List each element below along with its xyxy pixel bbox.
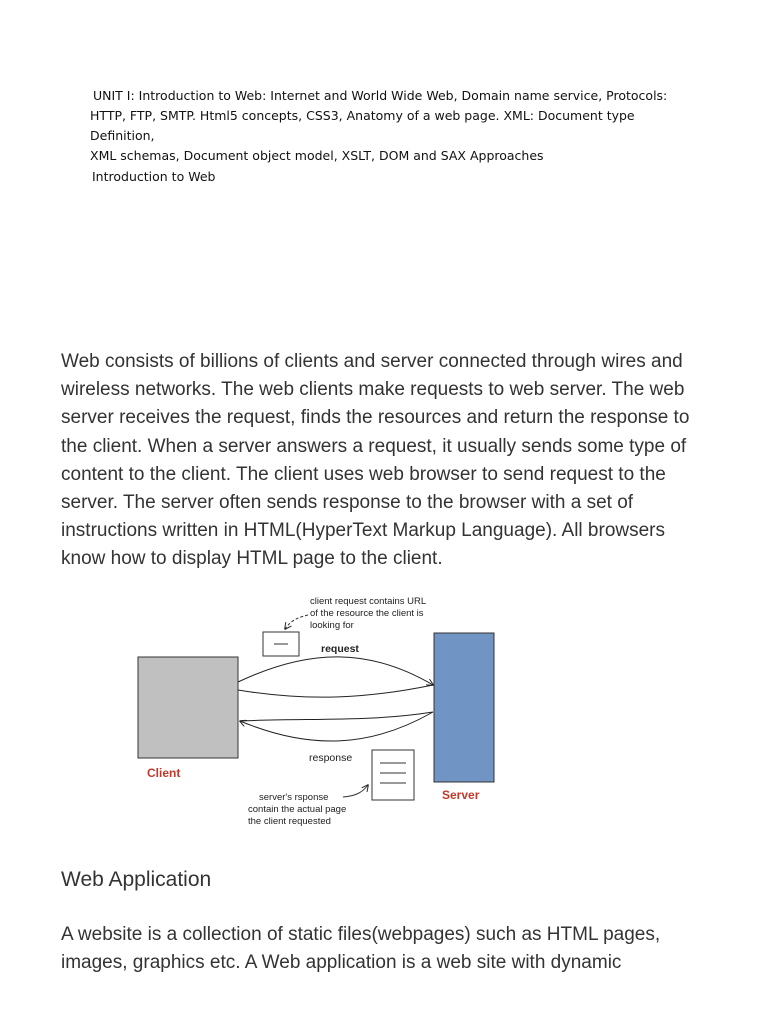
request-note-leader <box>285 615 308 629</box>
response-arrow-upper <box>240 712 433 721</box>
response-note <box>248 792 349 827</box>
response-note-line-3: the client requested <box>248 816 331 827</box>
server-box <box>434 633 494 782</box>
request-note <box>310 596 428 631</box>
response-note-line-1: server's rsponse <box>259 792 329 803</box>
request-note-line-1: client request contains URL <box>310 596 426 607</box>
request-arrow-lower <box>238 685 433 697</box>
server-label: Server <box>442 788 480 802</box>
response-note-leader <box>343 785 368 797</box>
client-server-diagram <box>130 590 510 835</box>
request-note-line-2: of the resource the client is <box>310 608 424 619</box>
unit-line-3: XML schemas, Document object model, XSLT, DOM and SAX Approaches <box>90 148 544 163</box>
body-paragraph: Web consists of billions of clients and server connected through wires and wireless networks. The web clients make requests to web server. The web server receives the request, finds the resources and return the response to the client. When a server answers a request, it usually sends some type of content to the client. The client uses web browser to send request to the server. The server often sends response to the browser with a set of instructions written in HTML(HyperText Markup Language). All browsers know how to display HTML page to the client. <box>61 351 690 570</box>
response-document-icon <box>372 750 414 800</box>
unit-syllabus <box>90 86 670 166</box>
response-note-line-2: contain the actual page <box>248 804 347 815</box>
intro-heading: Introduction to Web <box>92 169 216 184</box>
response-label: response <box>309 752 353 764</box>
request-arrow <box>238 657 433 685</box>
unit-line-2: HTTP, FTP, SMTP. Html5 concepts, CSS3, Anatomy of a web page. XML: Document type Definition, <box>90 108 635 143</box>
request-document-icon <box>263 632 299 656</box>
client-label: Client <box>147 766 181 780</box>
request-label: request <box>321 643 359 655</box>
response-arrow <box>240 712 433 741</box>
request-note-line-3: looking for <box>310 620 354 631</box>
web-application-paragraph: A website is a collection of static files(webpages) such as HTML pages, images, graphics etc. A Web application is a web site with dynamic <box>61 924 661 974</box>
unit-line-1: UNIT I: Introduction to Web: Internet and World Wide Web, Domain name service, Protocols: <box>93 88 668 103</box>
section-heading-web-application: Web Application <box>61 868 212 891</box>
client-box <box>138 657 238 758</box>
